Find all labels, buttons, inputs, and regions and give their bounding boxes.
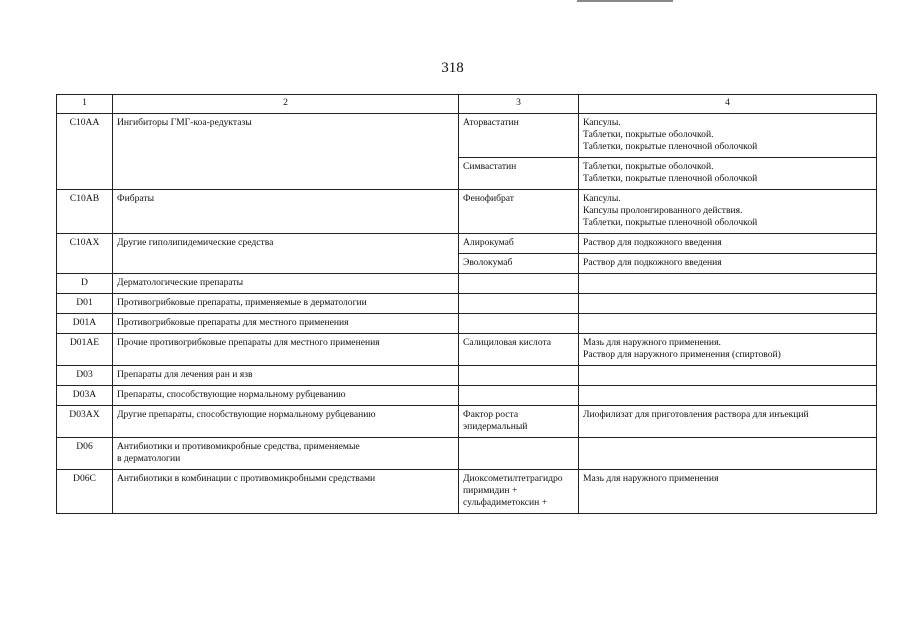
- group-name: Антибиотики в комбинации с противомикробными средствами: [113, 470, 459, 514]
- dosage-form: Капсулы.: [583, 117, 621, 128]
- drug-name-line: Фактор роста: [463, 409, 519, 420]
- drug-name: [459, 470, 579, 514]
- atc-code: D01: [57, 294, 113, 314]
- drug-name: [459, 314, 579, 334]
- group-name: [113, 438, 459, 470]
- header-col-4: 4: [579, 95, 877, 114]
- dosage-forms: [579, 114, 877, 158]
- group-name: Другие препараты, способствующие нормальному рубцеванию: [113, 406, 459, 438]
- dosage-forms: [579, 294, 877, 314]
- drug-name: Алирокумаб: [459, 234, 579, 254]
- drug-name: Аторвастатин: [459, 114, 579, 158]
- dosage-forms: [579, 334, 877, 366]
- dosage-form: Таблетки, покрытые пленочной оболочкой: [583, 217, 758, 228]
- dosage-forms: [579, 158, 877, 190]
- table-row: [57, 274, 877, 294]
- table-row: [57, 438, 877, 470]
- table-row: [57, 366, 877, 386]
- group-name: Препараты для лечения ран и язв: [113, 366, 459, 386]
- dosage-form: Таблетки, покрытые пленочной оболочкой: [583, 141, 758, 152]
- group-name-line: Антибиотики и противомикробные средства, применяемые: [117, 441, 360, 452]
- dosage-form: Таблетки, покрытые оболочкой.: [583, 161, 714, 172]
- table-row: [57, 190, 877, 234]
- dosage-forms: [579, 190, 877, 234]
- table-row: [57, 234, 877, 254]
- drug-name: [459, 406, 579, 438]
- drug-name: Фенофибрат: [459, 190, 579, 234]
- group-name: Ингибиторы ГМГ-коа-редуктазы: [113, 114, 459, 190]
- atc-code: D06: [57, 438, 113, 470]
- dosage-forms: [579, 438, 877, 470]
- dosage-form: Капсулы пролонгированного действия.: [583, 205, 743, 216]
- table-row: [57, 470, 877, 514]
- dosage-forms: [579, 234, 877, 254]
- atc-code: C10AA: [57, 114, 113, 190]
- table-row: [57, 334, 877, 366]
- atc-code: D03A: [57, 386, 113, 406]
- atc-code: D01A: [57, 314, 113, 334]
- drug-name: [459, 438, 579, 470]
- drug-name: [459, 386, 579, 406]
- table-row: [57, 386, 877, 406]
- atc-code: D06C: [57, 470, 113, 514]
- dosage-form: Таблетки, покрытые оболочкой.: [583, 129, 714, 140]
- table-row: [57, 314, 877, 334]
- dosage-form: Мазь для наружного применения.: [583, 337, 721, 348]
- drug-name-line: пиримидин +: [463, 485, 518, 496]
- table-row: [57, 114, 877, 158]
- page-number: 318: [441, 60, 464, 76]
- group-name: Фибраты: [113, 190, 459, 234]
- dosage-form: Таблетки, покрытые пленочной оболочкой: [583, 173, 758, 184]
- atc-code: D: [57, 274, 113, 294]
- drug-name-line: эпидермальный: [463, 421, 528, 432]
- dosage-forms: [579, 274, 877, 294]
- dosage-form: Мазь для наружного применения: [583, 473, 719, 484]
- atc-code: D03AX: [57, 406, 113, 438]
- atc-code: C10AB: [57, 190, 113, 234]
- group-name: Дерматологические препараты: [113, 274, 459, 294]
- group-name: Прочие противогрибковые препараты для местного применения: [113, 334, 459, 366]
- dosage-form: Раствор для подкожного введения: [583, 257, 722, 268]
- dosage-form: Раствор для подкожного введения: [583, 237, 722, 248]
- group-name: Другие гиполипидемические средства: [113, 234, 459, 274]
- table-row: [57, 406, 877, 438]
- dosage-forms: [579, 314, 877, 334]
- group-name-line: в дерматологии: [117, 453, 181, 464]
- top-edge-line: [577, 0, 673, 2]
- drug-name: [459, 294, 579, 314]
- drug-name-line: сульфадиметоксин +: [463, 497, 548, 508]
- dosage-forms: [579, 406, 877, 438]
- dosage-forms: [579, 470, 877, 514]
- header-col-3: 3: [459, 95, 579, 114]
- drug-name: [459, 274, 579, 294]
- group-name: Противогрибковые препараты, применяемые в дерматологии: [113, 294, 459, 314]
- drug-name: Эволокумаб: [459, 254, 579, 274]
- drug-name: Симвастатин: [459, 158, 579, 190]
- dosage-form: Капсулы.: [583, 193, 621, 204]
- table-header-row: [57, 95, 877, 114]
- header-col-1: 1: [57, 95, 113, 114]
- drug-name: [459, 366, 579, 386]
- drug-name-line: Диоксометилтетрагидро: [463, 473, 563, 484]
- group-name: Препараты, способствующие нормальному рубцеванию: [113, 386, 459, 406]
- table-row: [57, 294, 877, 314]
- drug-name: Салициловая кислота: [459, 334, 579, 366]
- dosage-forms: [579, 386, 877, 406]
- dosage-forms: [579, 366, 877, 386]
- header-col-2: 2: [113, 95, 459, 114]
- drug-table: [56, 94, 877, 514]
- group-name: Противогрибковые препараты для местного применения: [113, 314, 459, 334]
- dosage-forms: [579, 254, 877, 274]
- atc-code: D03: [57, 366, 113, 386]
- atc-code: D01AE: [57, 334, 113, 366]
- dosage-form: Раствор для наружного применения (спиртовой): [583, 349, 781, 360]
- dosage-form: Лиофилизат для приготовления раствора для инъекций: [583, 409, 809, 420]
- atc-code: C10AX: [57, 234, 113, 274]
